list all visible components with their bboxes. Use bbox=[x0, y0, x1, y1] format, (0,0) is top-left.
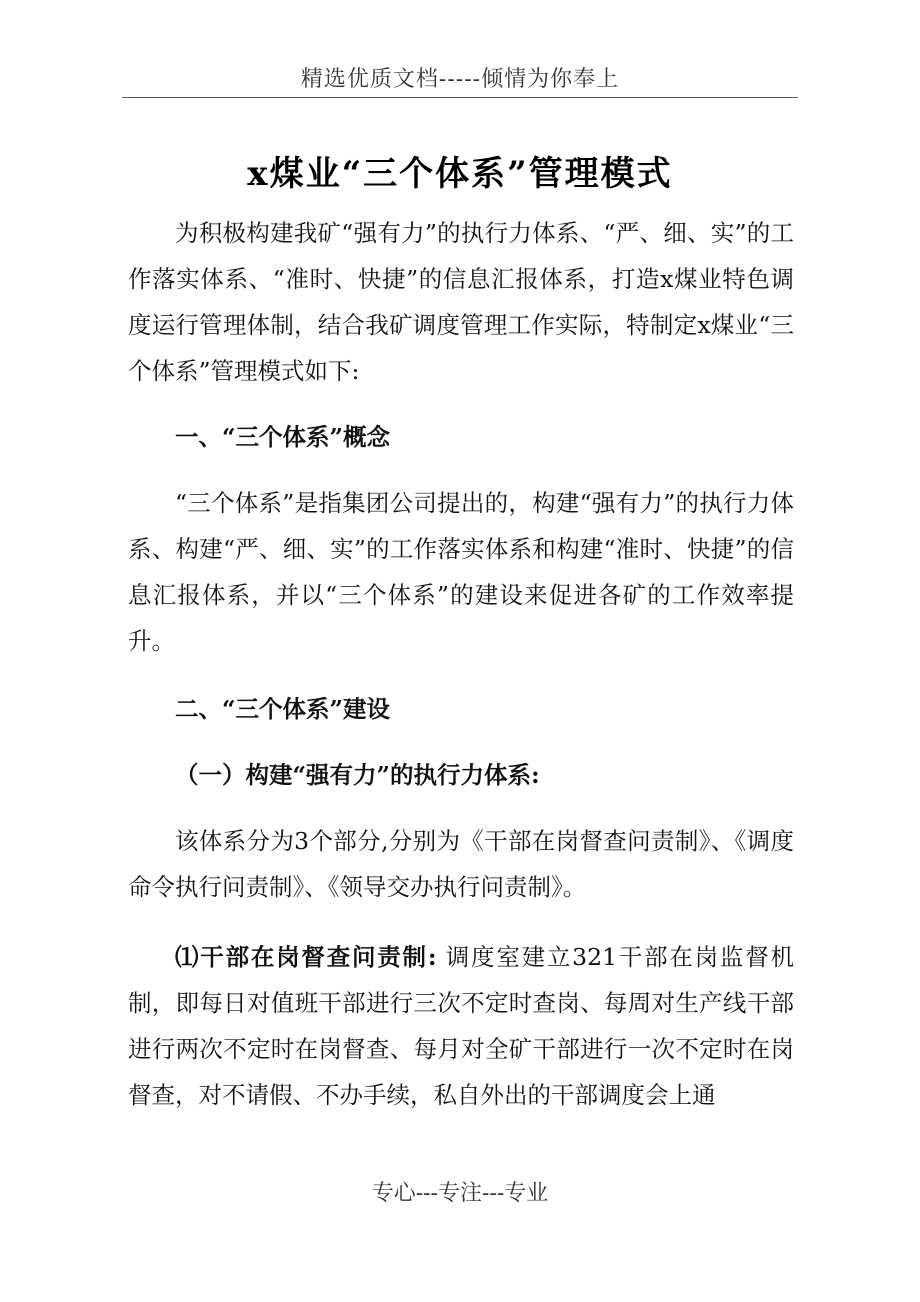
subsection-1-body: 该体系分为3个部分,分别为《干部在岗督查问责制》、《调度命令执行问责制》、《领导交办执行问责制》。 bbox=[128, 827, 794, 901]
item-1-label: ⑴干部在岗督查问责制: bbox=[175, 943, 437, 971]
intro-paragraph: 为积极构建我矿“强有力”的执行力体系、“严、细、实”的工作落实体系、“准时、快捷”的信息汇报体系，打造x煤业特色调度运行管理体制，结合我矿调度管理工作实际，特制定x煤业“三个体系”管理模式如下: bbox=[128, 219, 794, 385]
section-1-heading: 一、“三个体系”概念 bbox=[175, 423, 391, 451]
item-1-body: 调度室建立321干部在岗监督机制，即每日对值班干部进行三次不定时查岗、每周对生产线干部进行两次不定时在岗督查、每月对全矿干部进行一次不定时在岗督查，对不请假、不办手续，私自外出的干部调度会上通 bbox=[128, 943, 794, 1109]
document-body bbox=[128, 210, 794, 1118]
section-1-body: “三个体系”是指集团公司提出的，构建“强有力”的执行力体系、构建“严、细、实”的工作落实体系和构建“准时、快捷”的信息汇报体系，并以“三个体系”的建设来促进各矿的工作效率提升。 bbox=[128, 489, 794, 655]
item-1-paragraph bbox=[128, 934, 794, 1118]
section-2-heading: 二、“三个体系”建设 bbox=[175, 695, 391, 723]
document-title: x煤业“三个体系”管理模式 bbox=[247, 154, 673, 194]
page-footer: 专心---专注---专业 bbox=[371, 1181, 549, 1206]
page-header: 精选优质文档-----倾情为你奉上 bbox=[300, 67, 620, 92]
header-divider bbox=[122, 97, 798, 98]
subsection-1-heading: （一）构建“强有力”的执行力体系: bbox=[175, 761, 540, 789]
